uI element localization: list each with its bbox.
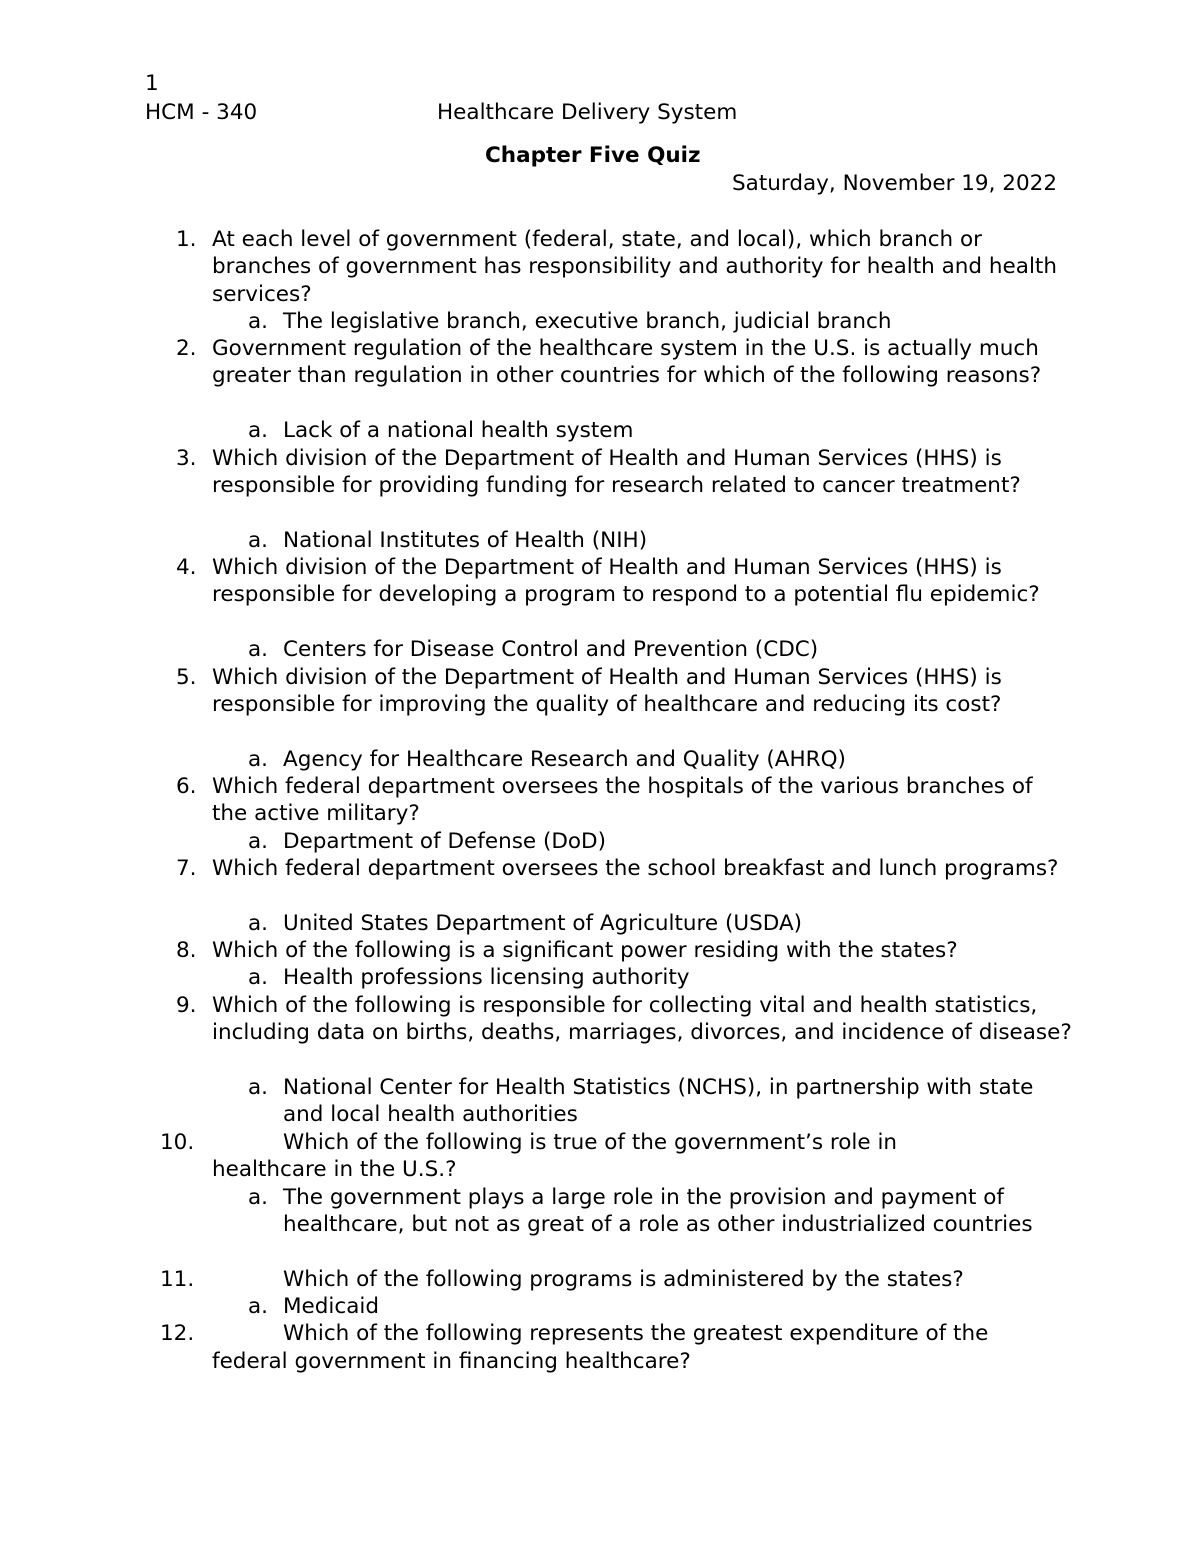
answer-text: Health professions licensing authority — [283, 965, 690, 990]
answer-letter: a. — [248, 911, 269, 936]
question-text: Which of the following is a significant power residing with the states? — [212, 938, 958, 963]
answer-text: Department of Defense (DoD) — [283, 829, 607, 854]
question-number: 2. — [176, 336, 197, 361]
answer-letter: a. — [248, 1075, 269, 1100]
question-number: 8. — [176, 938, 197, 963]
answer-text: National Center for Health Statistics (NCHS), in partnership with state and local health authorities — [283, 1075, 1034, 1128]
answer-letter: a. — [248, 829, 269, 854]
quiz-title: Chapter Five Quiz — [485, 143, 701, 168]
answer-letter: a. — [248, 1185, 269, 1210]
question-number: 11. — [160, 1267, 195, 1292]
course-title: Healthcare Delivery System — [437, 100, 738, 125]
answer-text: The legislative branch, executive branch, judicial branch — [283, 309, 892, 334]
answer-letter: a. — [248, 747, 269, 772]
question-text: Which federal department oversees the hospitals of the various branches of the active military? — [212, 774, 1033, 827]
question-text-continued: federal government in financing healthcare? — [212, 1349, 691, 1374]
question-number: 1. — [176, 227, 197, 252]
question-text: Which division of the Department of Health and Human Services (HHS) is responsible for providing funding for research related to cancer treatment? — [212, 446, 1021, 499]
question-text: Which of the following represents the greatest expenditure of the — [283, 1321, 989, 1346]
question-text: Which division of the Department of Health and Human Services (HHS) is responsible for improving the quality of healthcare and reducing its cost? — [212, 665, 1002, 718]
answer-letter: a. — [248, 965, 269, 990]
answer-text: United States Department of Agriculture (USDA) — [283, 911, 803, 936]
question-number: 9. — [176, 993, 197, 1018]
page-number: 1 — [145, 71, 159, 96]
answer-letter: a. — [248, 637, 269, 662]
answer-text: Medicaid — [283, 1294, 380, 1319]
question-text: Government regulation of the healthcare system in the U.S. is actually much greater than regulation in other countries for which of the following reasons? — [212, 336, 1042, 389]
quiz-date: Saturday, November 19, 2022 — [732, 171, 1057, 196]
answer-letter: a. — [248, 528, 269, 553]
question-number: 4. — [176, 555, 197, 580]
answer-letter: a. — [248, 418, 269, 443]
question-text: At each level of government (federal, state, and local), which branch or branches of government has responsibility and authority for health and health services? — [212, 227, 1057, 307]
question-number: 10. — [160, 1130, 195, 1155]
question-text: Which of the following is true of the government’s role in — [283, 1130, 898, 1155]
question-text: Which division of the Department of Health and Human Services (HHS) is responsible for developing a program to respond to a potential flu epidemic? — [212, 555, 1040, 608]
question-number: 3. — [176, 446, 197, 471]
question-number: 6. — [176, 774, 197, 799]
course-code: HCM - 340 — [145, 100, 258, 125]
answer-letter: a. — [248, 1294, 269, 1319]
answer-letter: a. — [248, 309, 269, 334]
question-number: 7. — [176, 856, 197, 881]
question-text-continued: healthcare in the U.S.? — [212, 1157, 457, 1182]
answer-text: Agency for Healthcare Research and Quality (AHRQ) — [283, 747, 846, 772]
question-text: Which federal department oversees the school breakfast and lunch programs? — [212, 856, 1059, 881]
question-text: Which of the following is responsible for collecting vital and health statistics, including data on births, deaths, marriages, divorces, and incidence of disease? — [212, 993, 1072, 1046]
question-number: 5. — [176, 665, 197, 690]
answer-text: The government plays a large role in the provision and payment of healthcare, but not as great of a role as other industrialized countries — [283, 1185, 1033, 1238]
question-text: Which of the following programs is administered by the states? — [283, 1267, 964, 1292]
question-number: 12. — [160, 1321, 195, 1346]
answer-text: National Institutes of Health (NIH) — [283, 528, 648, 553]
answer-text: Lack of a national health system — [283, 418, 634, 443]
answer-text: Centers for Disease Control and Prevention (CDC) — [283, 637, 819, 662]
